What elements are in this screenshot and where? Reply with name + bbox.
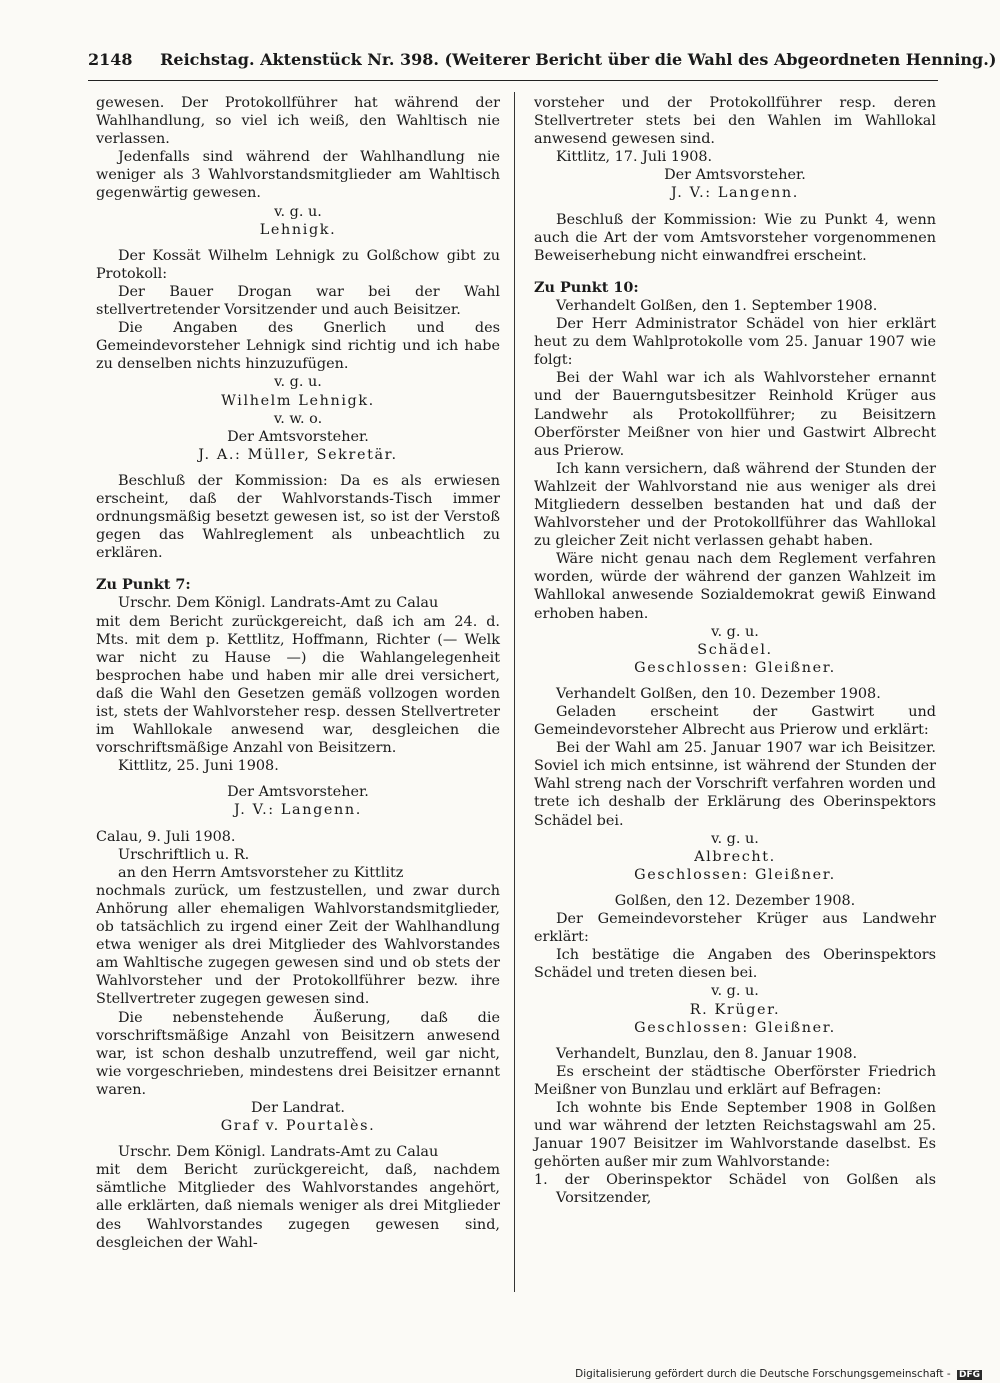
running-title: Reichstag. Aktenstück Nr. 398. (Weiterer Bericht über die Wahl des Abgeordneten Henning.)	[160, 50, 997, 69]
credit-text: Digitalisierung gefördert durch die Deutsche Forschungsgemeinschaft -	[575, 1368, 951, 1380]
vwo-line: v. w. o.	[273, 410, 323, 427]
paragraph: Verhandelt, Bunzlau, den 8. Januar 1908.	[556, 1045, 858, 1062]
running-header	[88, 50, 997, 69]
vgu-line: v. g. u.	[711, 983, 759, 1000]
right-column	[534, 94, 936, 1208]
signature: J. A.: Müller, Sekretär.	[198, 446, 398, 463]
paragraph: Urschr. Dem Königl. Landrats-Amt zu Calau	[118, 1144, 439, 1161]
office-title: Der Landrat.	[251, 1099, 345, 1116]
section-heading: Zu Punkt 7:	[96, 576, 191, 594]
signature: J. V.: Langenn.	[234, 802, 362, 819]
signature: Albrecht.	[694, 848, 776, 865]
digitization-credit	[575, 1368, 982, 1380]
office-title: Der Amtsvorsteher.	[664, 167, 806, 184]
signature: J. V.: Langenn.	[671, 185, 799, 202]
signature: R. Krüger.	[689, 1001, 781, 1018]
office-title: Der Amtsvorsteher.	[227, 428, 369, 445]
closing-note: Geschlossen: Gleißner.	[634, 866, 836, 883]
signature: Lehnigk.	[259, 221, 337, 238]
paragraph: Der Kossät Wilhelm Lehnigk zu Golßchow gibt zu Protokoll:	[96, 247, 500, 282]
paragraph: Bei der Wahl war ich als Wahlvorsteher ernannt und der Bauerngutsbesitzer Reinhold Krüger aus Landwehr als Protokollführer; zu Beisitzern Oberförster Meißner von hier und Gastwirt Albrecht aus Prierow.	[534, 370, 936, 459]
paragraph: Ich wohnte bis Ende September 1908 in Golßen und war während der letzten Reichstagswahl am 25. Januar 1907 Beisitzer im Wahlvorstande daselbst. Es gehörten außer mir zum Wahlvorstande:	[534, 1099, 936, 1171]
signature: Wilhelm Lehnigk.	[221, 392, 375, 409]
paragraph: Verhandelt Golßen, den 10. Dezember 1908.	[556, 685, 881, 702]
place-date: Golßen, den 12. Dezember 1908.	[614, 892, 856, 909]
paragraph: Der Gemeindevorsteher Krüger aus Landwehr erklärt:	[534, 911, 936, 946]
paragraph: Der Herr Administrator Schädel von hier erklärt heut zu dem Wahlprotokolle vom 25. Januar 1907 wie folgt:	[534, 316, 936, 369]
paragraph: Verhandelt Golßen, den 1. September 1908.	[556, 297, 878, 314]
commission-decision: Beschluß der Kommission: Da es als erwiesen erscheint, daß der Wahlvorstands-Tisch immer ordnungsmäßig besetzt gewesen ist, so ist der Verstoß gegen das Wahlreglement als unbeachtlich zu erklären.	[96, 472, 500, 562]
vgu-line: v. g. u.	[274, 203, 322, 220]
closing-note: Geschlossen: Gleißner.	[634, 1019, 836, 1036]
paragraph: an den Herrn Amtsvorsteher zu Kittlitz	[118, 864, 404, 881]
paragraph: Ich kann versichern, daß während der Stunden der Wahlzeit der Wahlvorstand nie aus weniger als drei Mitgliedern desselben bestanden hat und daß der Wahlvorsteher und der Protokollführer das Wahllokal zu gleicher Zeit nicht verlassen gehabt haben.	[534, 460, 936, 550]
commission-decision: Beschluß der Kommission: Wie zu Punkt 4, wenn auch die Art der vom Amtsvorsteher vorgenommenen Beweiserhebung nicht einwandfrei erscheint.	[534, 211, 936, 264]
paragraph: Wäre nicht genau nach dem Reglement verfahren worden, würde der während der ganzen Wahlzeit im Wahllokal anwesende Sozialdemokrat gewiß Einwand erhoben haben.	[534, 551, 936, 622]
section-heading: Zu Punkt 10:	[534, 278, 639, 296]
paragraph: Bei der Wahl am 25. Januar 1907 war ich Beisitzer. Soviel ich mich entsinne, ist während der Stunden der Wahl streng nach der Vorschrift verfahren worden und trete ich deshalb der Erklärung des Oberinspektors Schädel bei.	[534, 740, 936, 829]
paragraph: vorsteher und der Protokollführer resp. deren Stellvertreter stets bei den Wahlen im Wahllokal anwesend gewesen sind.	[534, 95, 936, 148]
paragraph: gewesen. Der Protokollführer hat während der Wahlhandlung, so viel ich weiß, den Wahltisch nie verlassen.	[96, 95, 500, 148]
paragraph: Der Bauer Drogan war bei der Wahl stellvertretender Vorsitzender und auch Beisitzer.	[96, 283, 500, 319]
place-date: Kittlitz, 17. Juli 1908.	[556, 149, 713, 166]
left-column	[96, 94, 500, 1252]
vgu-line: v. g. u.	[711, 830, 759, 847]
header-rule	[88, 80, 938, 81]
page-number: 2148	[88, 50, 133, 69]
paragraph: Ich bestätige die Angaben des Oberinspektors Schädel und treten diesen bei.	[534, 947, 936, 982]
paragraph: Die Angaben des Gnerlich und des Gemeindevorsteher Lehnigk sind richtig und ich habe zu denselben nichts hinzuzufügen.	[96, 320, 500, 373]
paragraph: Die nebenstehende Äußerung, daß die vorschriftsmäßige Anzahl von Beisitzern anwesend war, ist schon deshalb unzutreffend, weil gar nicht, wie vorgeschrieben, mindestens drei Beisitzer ernannt waren.	[96, 1009, 500, 1098]
place-date: Kittlitz, 25. Juni 1908.	[118, 758, 279, 775]
paragraph: mit dem Bericht zurückgereicht, daß ich am 24. d. Mts. mit dem p. Kettlitz, Hoffmann, Richter (— Welk war nicht zu Hause —) die Wahlangelegenheit besprochen habe und haben mir alle drei versichert, daß die Wahl den Gesetzen gemäß vollzogen worden ist, stets der Wahlvorsteher resp. dessen Stellvertreter im Wahllokale anwesend war, desgleichen die vorschriftsmäßige Anzahl von Beisitzern.	[96, 613, 500, 757]
paragraph: Es erscheint der städtische Oberförster Friedrich Meißner von Bunzlau und erklärt auf Befragen:	[534, 1063, 936, 1098]
column-divider	[514, 92, 515, 1292]
place-date: Calau, 9. Juli 1908.	[96, 828, 236, 845]
closing-note: Geschlossen: Gleißner.	[634, 659, 836, 676]
paragraph: Urschriftlich u. R.	[118, 846, 250, 863]
list-item: 1. der Oberinspektor Schädel von Golßen als Vorsitzender,	[534, 1172, 936, 1207]
dfg-logo: DFG	[958, 1370, 980, 1380]
vgu-line: v. g. u.	[711, 623, 759, 640]
signature: Graf v. Pourtalès.	[220, 1118, 376, 1135]
paragraph: mit dem Bericht zurückgereicht, daß, nachdem sämtliche Mitglieder des Wahlvorstandes angehört, alle erklärten, daß niemals weniger als drei Mitglieder des Wahlvorstandes zugegen gewesen sind, desgleichen der Wahl-	[96, 1162, 500, 1251]
paragraph: nochmals zurück, um festzustellen, und zwar durch Anhörung aller ehemaligen Wahlvorstandsmitglieder, ob tatsächlich zu irgend einer Zeit der Wahlhandlung etwa weniger als drei Mitglieder des Wahlvorstandes am Wahltische zugegen gewesen sind und ob stets der Wahlvorsteher und der Protokollführer bezw. ihre Stellvertreter zugegen gewesen sind.	[96, 882, 500, 1008]
office-title: Der Amtsvorsteher.	[227, 784, 369, 801]
paragraph: Urschr. Dem Königl. Landrats-Amt zu Calau	[118, 595, 439, 612]
signature: Schädel.	[697, 641, 773, 658]
paragraph: Jedenfalls sind während der Wahlhandlung nie weniger als 3 Wahlvorstandsmitglieder am Wahltisch gegenwärtig gewesen.	[96, 149, 500, 202]
vgu-line: v. g. u.	[274, 374, 322, 391]
paragraph: Geladen erscheint der Gastwirt und Gemeindevorsteher Albrecht aus Prierow und erklärt:	[534, 704, 936, 739]
